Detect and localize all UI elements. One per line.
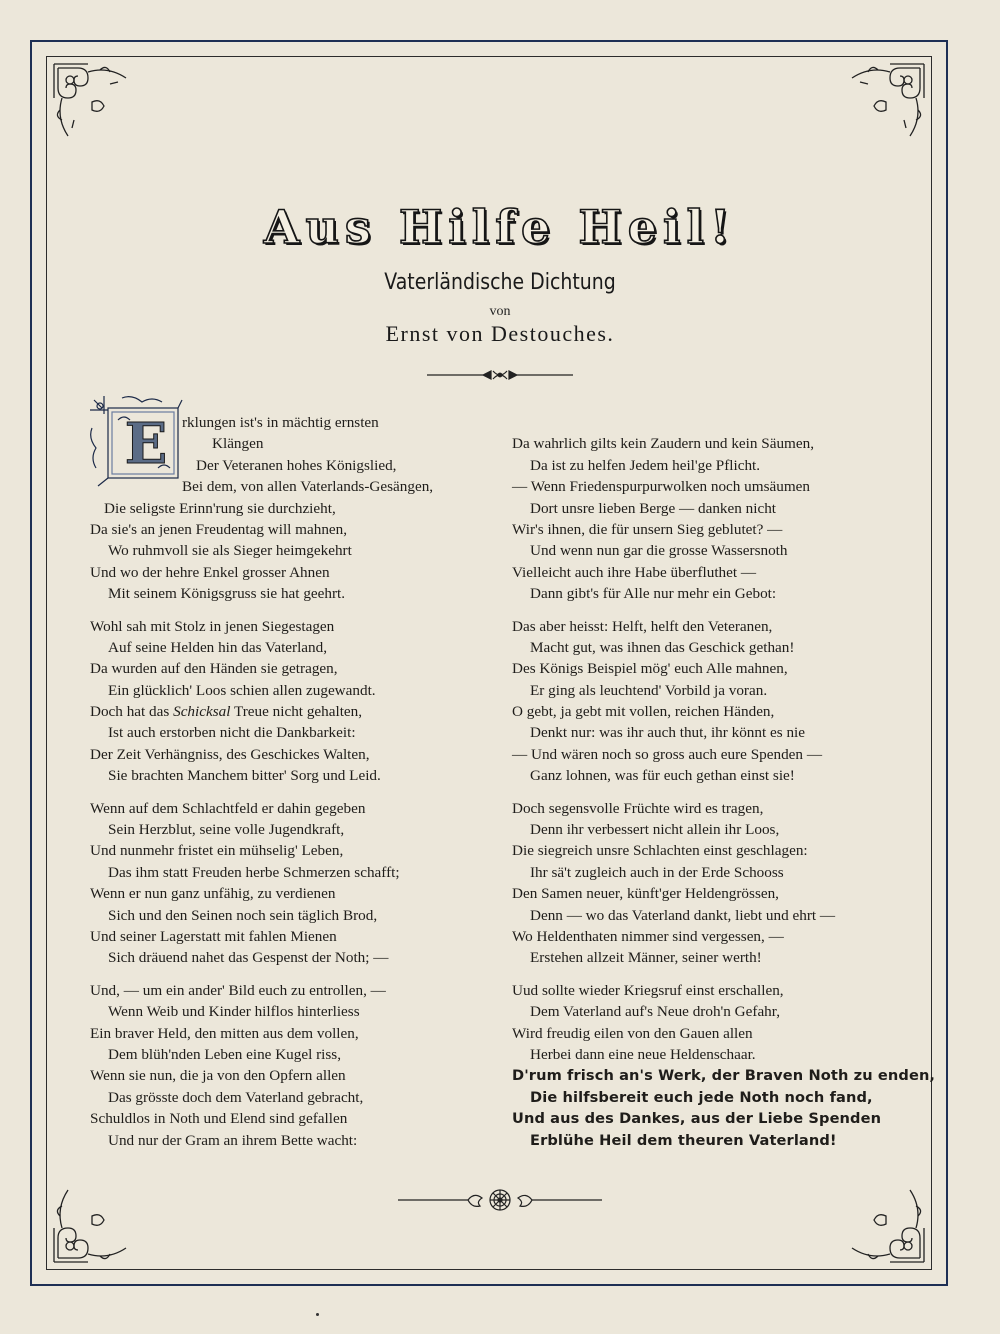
verse-line: Das grösste doch dem Vaterland gebracht,	[108, 1088, 364, 1106]
verse-line: Auf seine Helden hin das Vaterland,	[108, 638, 328, 656]
verse-line: Und seiner Lagerstatt mit fahlen Mienen	[90, 927, 337, 945]
verse-line: Des Königs Beispiel mög' euch Alle mahnen,	[512, 660, 788, 678]
verse-line: Bei dem, von allen Vaterlands-Gesängen,	[182, 478, 434, 496]
verse-line: Die seligste Erinn'rung sie durchzieht,	[104, 499, 336, 517]
verse-line: — Und wären noch so gross auch eure Spenden —	[512, 745, 823, 763]
verse-line: Wo Heldenthaten nimmer sind vergessen, —	[512, 927, 784, 945]
corner-ornament-icon	[834, 58, 930, 154]
verse-line: Dem blüh'nden Leben eine Kugel riss,	[108, 1045, 342, 1063]
corner-ornament-icon	[48, 58, 144, 154]
stanza	[90, 980, 510, 1151]
dropcap-letter: E	[124, 411, 168, 477]
closing-line: Und aus des Dankes, aus der Liebe Spenden	[512, 1110, 882, 1128]
verse-line	[90, 701, 510, 722]
author-name: Ernst von Destouches.	[385, 321, 615, 346]
verse-line: Wenn Weib und Kinder hilflos hinterliess	[108, 1003, 360, 1021]
verse-line: Sie brachten Manchem bitter' Sorg und Leid.	[108, 767, 381, 785]
verse-line: Sein Herzblut, seine volle Jugendkraft,	[108, 821, 345, 839]
verse-line: Dem Vaterland auf's Neue droh'n Gefahr,	[530, 1003, 781, 1021]
speck	[316, 1313, 319, 1316]
verse-line: Ist auch erstorben nicht die Dankbarkeit:	[108, 724, 356, 742]
verse-line: Dort unsre lieben Berge — danken nicht	[530, 499, 777, 517]
verse-line: Uud sollte wieder Kriegsruf einst erschallen,	[512, 981, 784, 999]
poem-title: Aus Hilfe Heil!	[263, 200, 737, 254]
verse-line: Ein braver Held, den mitten aus dem vollen,	[90, 1024, 359, 1042]
verse-line: Sich und den Seinen noch sein täglich Brod,	[108, 906, 378, 924]
verse-line: Sich dräuend nahet das Gespenst der Noth; —	[108, 949, 389, 967]
verse-line: Der Veteranen hohes Königslied,	[196, 456, 397, 474]
verse-line: Und wo der hehre Enkel grosser Ahnen	[90, 563, 330, 581]
verse-line: Wenn auf dem Schlachtfeld er dahin gegeben	[90, 799, 366, 817]
closing-line: D'rum frisch an's Werk, der Braven Noth zu enden,	[512, 1067, 936, 1085]
stanza	[512, 616, 932, 787]
verse-line: Und nunmehr fristet ein mühselig' Leben,	[90, 842, 344, 860]
verse-line: Das ihm statt Freuden herbe Schmerzen schafft;	[108, 863, 400, 881]
verse-line: Der Zeit Verhängniss, des Geschickes Walten,	[90, 745, 370, 763]
stanza	[90, 616, 510, 787]
verse-line: Schuldlos in Noth und Elend sind gefallen	[90, 1110, 348, 1128]
verse-line: Da wahrlich gilts kein Zaudern und kein Säumen,	[512, 435, 814, 453]
verse-line: Ganz lohnen, was für euch gethan einst sie!	[530, 767, 795, 785]
verse-line: Ihr sä't zugleich auch in der Erde Schooss	[530, 863, 784, 881]
stanza	[512, 798, 932, 969]
verse-line: rklungen ist's in mächtig ernsten	[182, 414, 379, 431]
poem-column-right	[512, 412, 936, 1151]
bottom-ornament-icon	[398, 1187, 602, 1213]
verse-line: Wir's ihnen, die für unsern Sieg geblutet? —	[512, 520, 783, 538]
verse-line: Denn — wo das Vaterland dankt, liebt und ehrt —	[530, 906, 836, 924]
verse-line: Erstehen allzeit Männer, seiner werth!	[530, 949, 762, 967]
stanza	[90, 412, 510, 605]
verse-line: Vielleicht auch ihre Habe überfluthet —	[512, 563, 757, 581]
verse-line: Und, — um ein ander' Bild euch zu entrollen, —	[90, 981, 386, 999]
verse-line: O gebt, ja gebt mit vollen, reichen Händen,	[512, 703, 775, 721]
byline: von	[489, 304, 511, 319]
verse-line: Da sie's an jenen Freudentag will mahnen,	[90, 520, 348, 538]
corner-ornament-icon	[48, 1172, 144, 1268]
verse-line: Das aber heisst: Helft, helft den Veteranen,	[512, 617, 773, 635]
verse-line: Mit seinem Königsgruss sie hat geehrt.	[108, 585, 346, 603]
stanza	[512, 433, 932, 604]
verse-line: Er ging als leuchtend' Vorbild ja voran.	[530, 681, 768, 699]
verse-line: Da ist zu helfen Jedem heil'ge Pflicht.	[530, 456, 761, 474]
verse-line: Wird freudig eilen von den Gauen allen	[512, 1024, 753, 1042]
verse-line: Wo ruhmvoll sie als Sieger heimgekehrt	[108, 542, 352, 560]
verse-line: — Wenn Friedenspurpurwolken noch umsäumen	[512, 478, 810, 496]
closing-line: Erblühe Heil dem theuren Vaterland!	[530, 1131, 837, 1149]
stanza	[512, 980, 932, 1066]
verse-line: Die siegreich unsre Schlachten einst geschlagen:	[512, 842, 808, 860]
verse-line: Dann gibt's für Alle nur mehr ein Gebot:	[530, 585, 777, 603]
verse-line: Macht gut, was ihnen das Geschick gethan!	[530, 638, 795, 656]
verse-line: Denn ihr verbessert nicht allein ihr Loos,	[530, 821, 780, 839]
verse-line: Wenn sie nun, die ja von den Opfern allen	[90, 1067, 346, 1085]
stanza	[90, 798, 510, 969]
corner-ornament-icon	[834, 1172, 930, 1268]
poem-column-left	[90, 412, 510, 1151]
poem-subtitle: Vaterländische Dichtung	[384, 270, 616, 295]
verse-line: Wenn er nun ganz unfähig, zu verdienen	[90, 885, 336, 903]
verse-line: Ein glücklich' Loos schien allen zugewandt.	[108, 681, 376, 699]
closing-stanza	[512, 1065, 936, 1151]
verse-line: Herbei dann eine neue Heldenschaar.	[530, 1045, 756, 1063]
verse-line: Doch segensvolle Früchte wird es tragen,	[512, 799, 764, 817]
verse-line: Und nur der Gram an ihrem Bette wacht:	[108, 1131, 358, 1149]
verse-line: Den Samen neuer, künft'ger Heldengrössen,	[512, 885, 779, 903]
emphasis-word: Schicksal	[173, 703, 231, 721]
verse-line-part: Doch hat das Schicksal Treue nicht gehalten,	[90, 703, 363, 721]
verse-line: Wohl sah mit Stolz in jenen Siegestagen	[90, 617, 335, 635]
verse-line: Da wurden auf den Händen sie getragen,	[90, 660, 338, 678]
verse-line: Denkt nur: was ihr auch thut, ihr könnt es nie	[530, 724, 806, 742]
verse-line: Und wenn nun gar die grosse Wassersnoth	[530, 542, 788, 560]
divider-ornament-icon	[427, 368, 573, 382]
closing-line: Die hilfsbereit euch jede Noth noch fand,	[530, 1088, 873, 1106]
verse-line: Klängen	[212, 435, 264, 453]
